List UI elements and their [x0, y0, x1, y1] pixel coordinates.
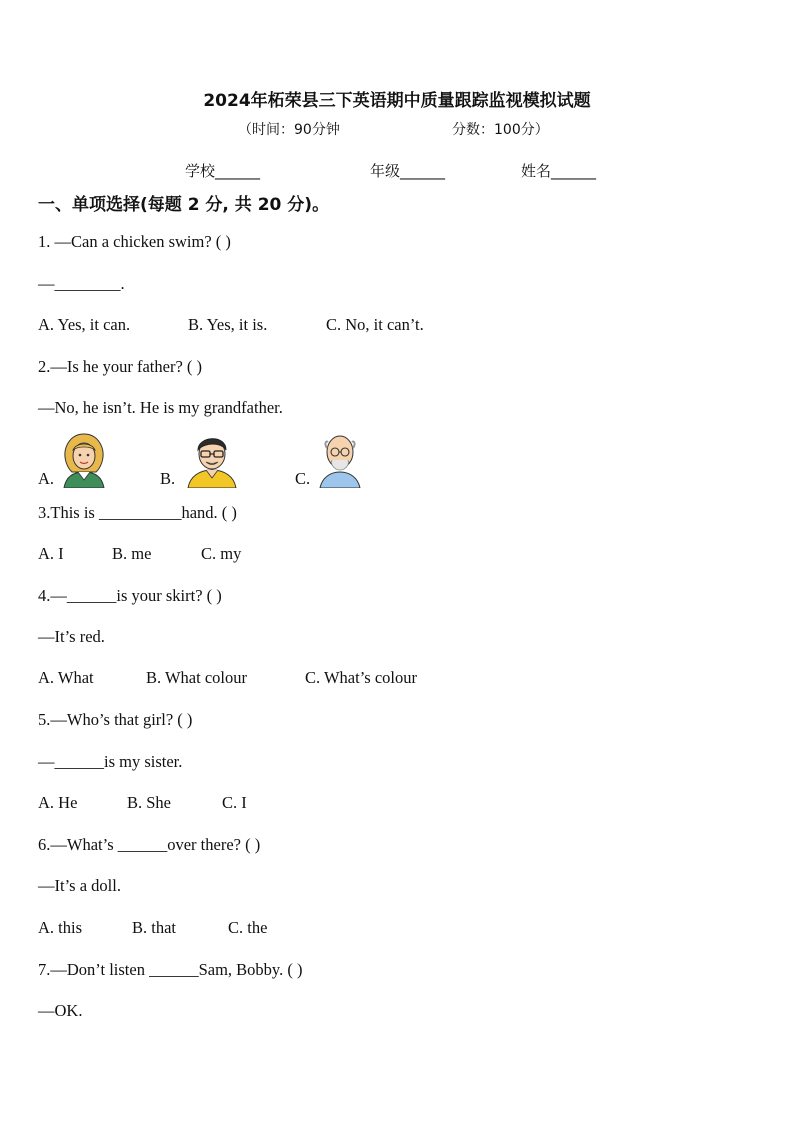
q2-option-b: B. [160, 469, 176, 488]
q2-option-c: C. [295, 469, 311, 488]
q1-option-c: C. No, it can’t. [326, 315, 424, 334]
q6-option-a: A. this [38, 918, 83, 937]
q2-answer: —No, he isn’t. He is my grandfather. [38, 398, 283, 417]
q3-option-c: C. my [201, 544, 242, 563]
q7-stem: 7.—Don’t listen ______Sam, Bobby. ( ) [38, 960, 303, 979]
q1-option-a: A. Yes, it can. [38, 315, 131, 334]
q5-option-c: C. I [222, 793, 247, 812]
q1-option-b: B. Yes, it is. [188, 315, 268, 334]
grade-field: 年级______ [370, 162, 446, 180]
q5-option-b: B. She [127, 793, 172, 812]
time-label: （时间：90分钟 [238, 122, 340, 138]
q7-answer: —OK. [38, 1001, 83, 1020]
q2-option-a: A. [38, 469, 55, 488]
grandfather-picture [318, 430, 362, 488]
q6-option-c: C. the [228, 918, 268, 937]
q4-option-b: B. What colour [146, 668, 247, 687]
exam-title: 2024年柘荣县三下英语期中质量跟踪监视模拟试题 [203, 91, 591, 111]
q6-option-b: B. that [132, 918, 176, 937]
q1-stem: 1. —Can a chicken swim? ( ) [38, 232, 231, 251]
score-label: 分数：100分） [452, 122, 549, 138]
man-picture [186, 432, 238, 488]
q4-stem: 4.—______is your skirt? ( ) [38, 586, 222, 605]
section-title: 一、单项选择(每题 2 分, 共 20 分)。 [38, 195, 330, 215]
q6-answer: —It’s a doll. [38, 876, 121, 895]
q3-stem: 3.This is __________hand. ( ) [38, 503, 237, 522]
q1-answer: —________. [38, 274, 125, 293]
q5-answer: —______is my sister. [38, 752, 183, 771]
q3-option-b: B. me [112, 544, 152, 563]
q4-option-c: C. What’s colour [305, 668, 417, 687]
school-field: 学校______ [185, 162, 261, 180]
q4-answer: —It’s red. [38, 627, 105, 646]
q4-option-a: A. What [38, 668, 94, 687]
name-field: 姓名______ [521, 162, 597, 180]
q6-stem: 6.—What’s ______over there? ( ) [38, 835, 261, 854]
q5-stem: 5.—Who’s that girl? ( ) [38, 710, 193, 729]
q3-option-a: A. I [38, 544, 64, 563]
q5-option-a: A. He [38, 793, 78, 812]
woman-picture [62, 432, 106, 488]
q2-stem: 2.—Is he your father? ( ) [38, 357, 203, 376]
